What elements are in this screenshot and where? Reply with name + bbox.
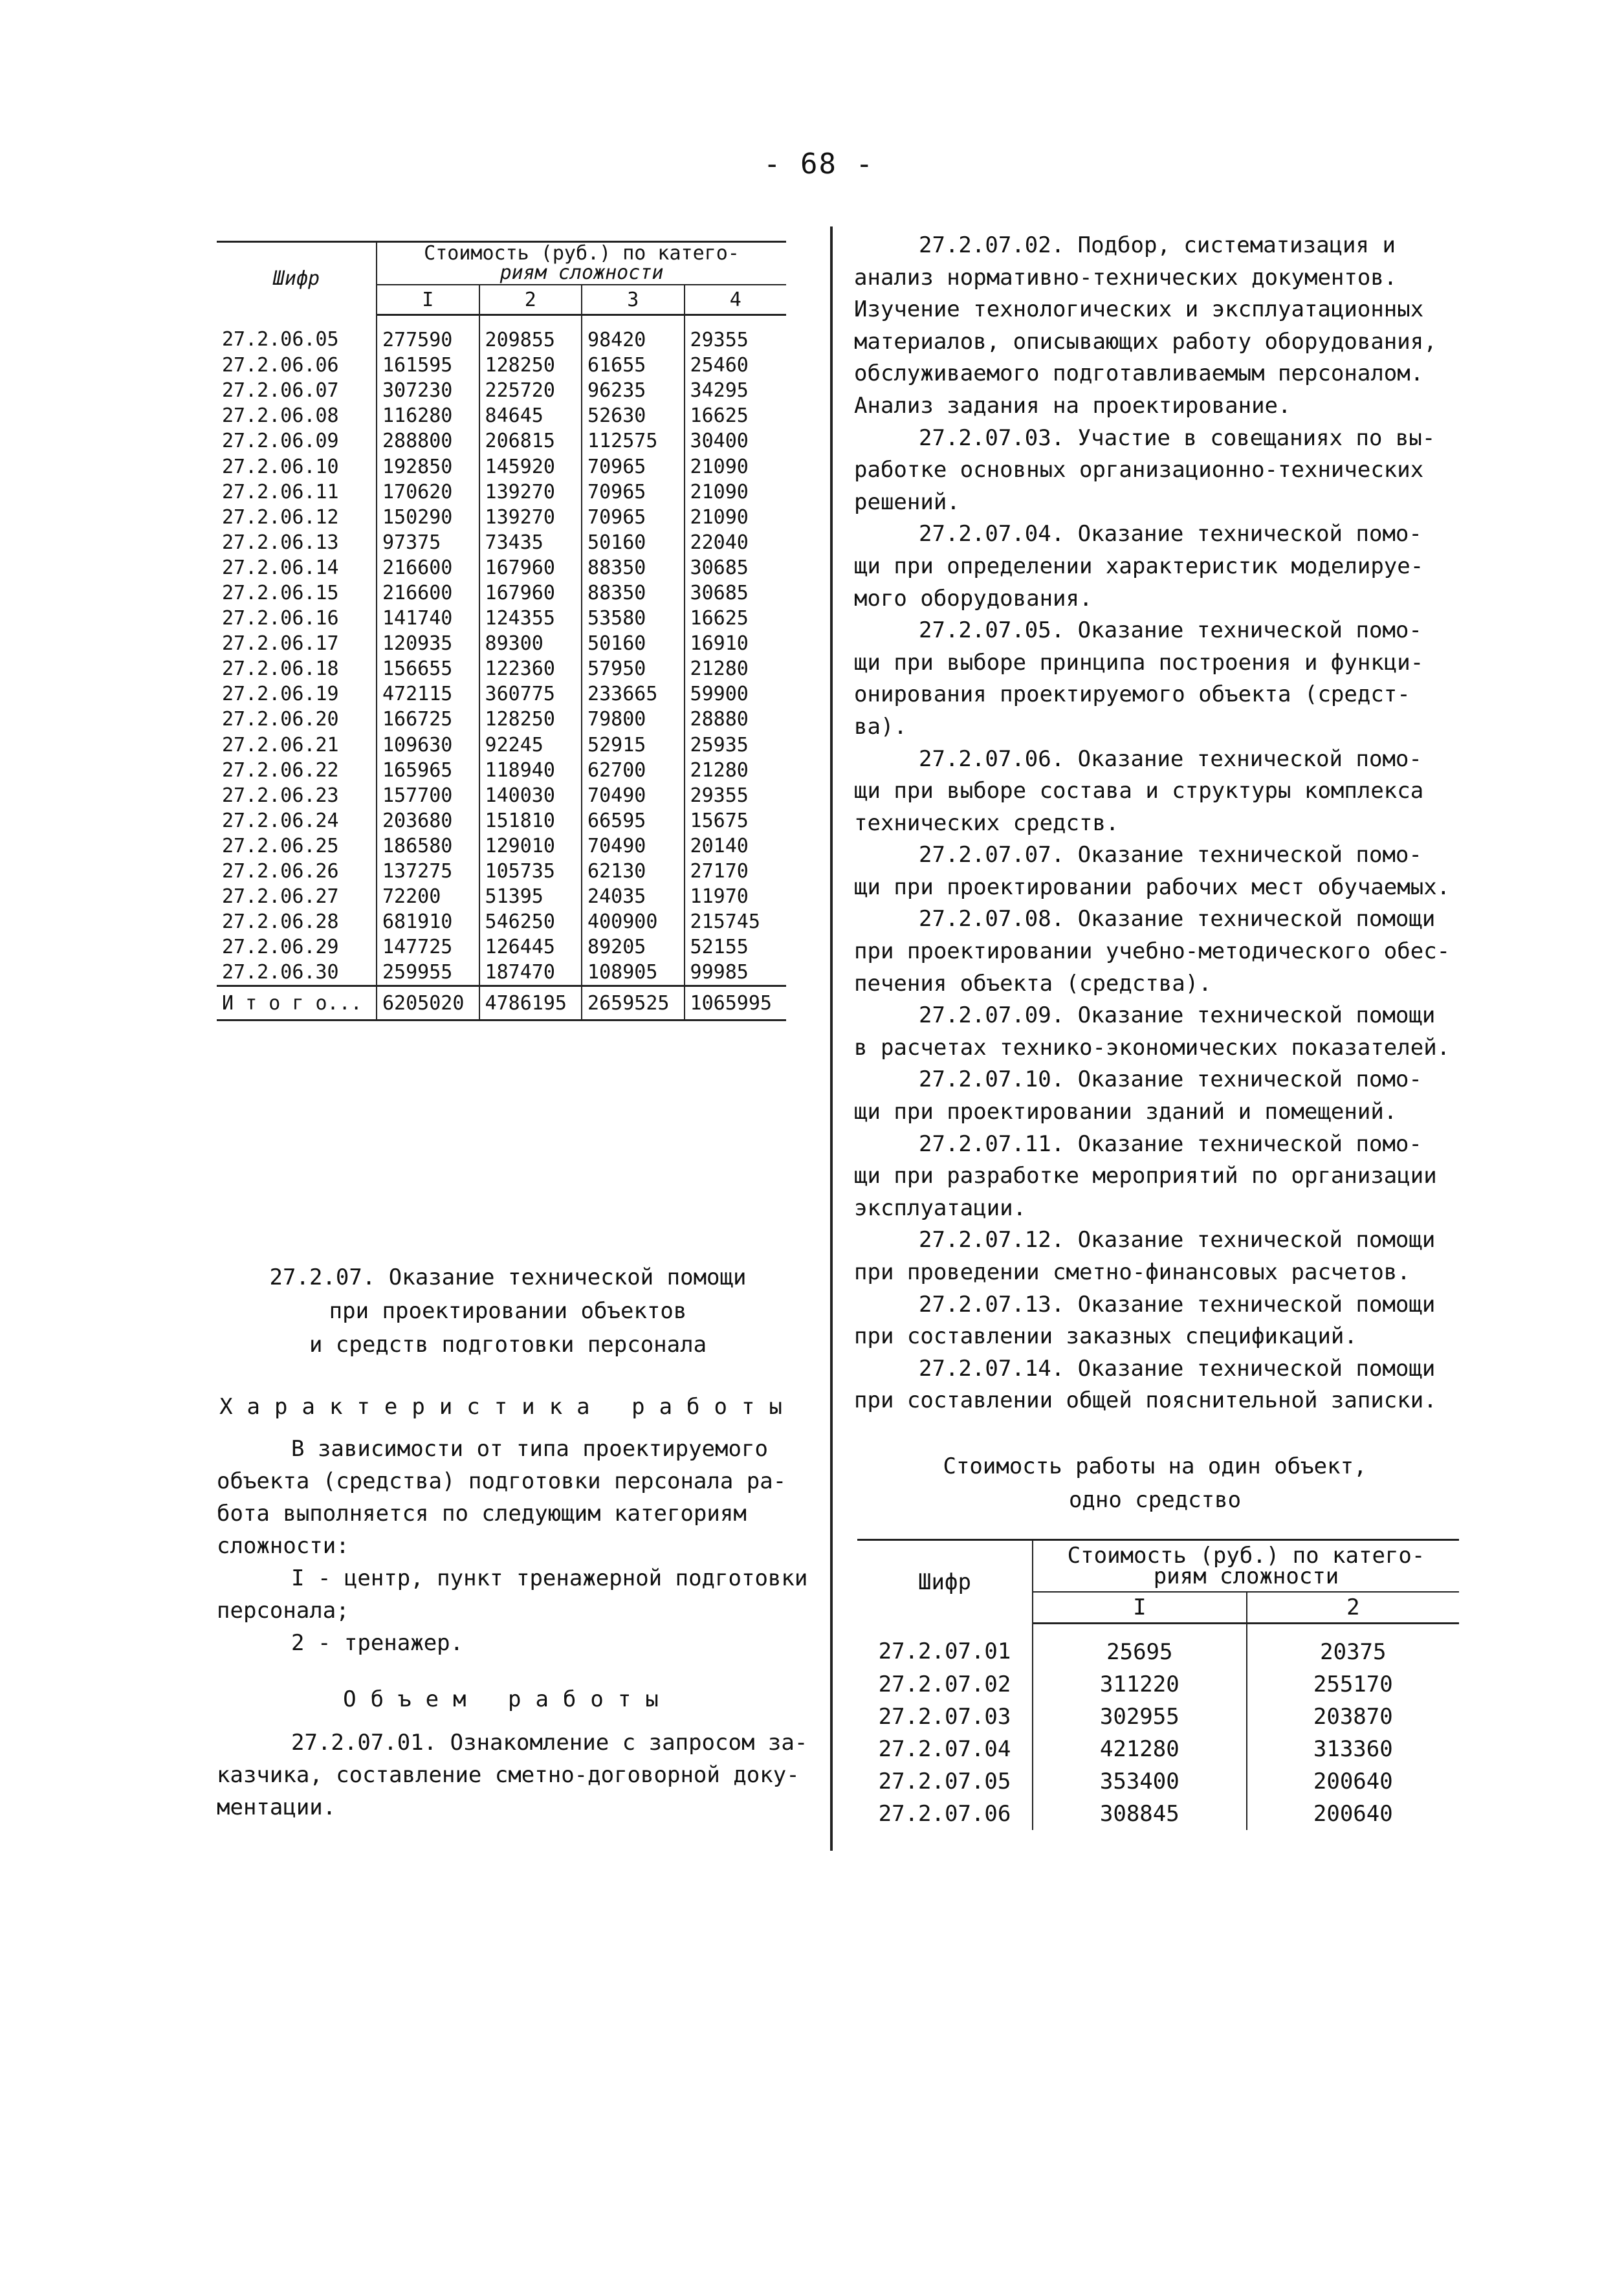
work-item-line: [854, 423, 1456, 455]
row-cost-cat-4: 21280: [685, 758, 786, 783]
category-2-text: 2 - тренажер.: [291, 1630, 464, 1656]
work-item-line: в расчетах технико-экономических показателей.: [854, 1034, 1451, 1061]
table-row: [217, 808, 786, 833]
work-items-list: [854, 230, 1456, 1417]
row-cost-cat-4: 16910: [685, 631, 786, 656]
row-cost-cat-1: 157700: [377, 783, 479, 808]
table1-total-cat-3: 2659525: [582, 986, 685, 1020]
table1-cat-3: 3: [582, 285, 685, 315]
work-item: [854, 518, 1456, 615]
work-item-line: материалов, описывающих работу оборудования,: [854, 328, 1437, 355]
table1-total-row: [217, 986, 786, 1020]
column-divider: [830, 226, 833, 1851]
row-cost-cat-2: 129010: [479, 833, 582, 859]
row-cost-cat-4: 16625: [685, 606, 786, 631]
cost-table-06: [217, 241, 786, 1021]
row-cost-cat-2: 139270: [479, 505, 582, 530]
work-item: [854, 1129, 1456, 1225]
table2-cat-2: 2: [1247, 1592, 1459, 1624]
row-cost-cat-2: 122360: [479, 656, 582, 681]
characteristic-line2: объекта (средства) подготовки персонала ра-: [217, 1468, 787, 1494]
work-item-line: [854, 518, 1456, 551]
characteristic-line4: сложности:: [217, 1533, 349, 1559]
table2-header-cost: [1033, 1540, 1459, 1593]
work-item-line-text: 27.2.07.07. Оказание технической помо-: [919, 842, 1422, 868]
row-cost-cat-3: 79800: [582, 707, 685, 732]
row-cost-cat-4: 11970: [685, 884, 786, 909]
row-cost-cat-4: 30685: [685, 555, 786, 580]
row-code: 27.2.06.27: [222, 885, 339, 909]
row-cost-cat-2: 546250: [479, 909, 582, 934]
work-item: [854, 1064, 1456, 1128]
work-item-line: решений.: [854, 489, 960, 515]
table-row: [217, 403, 786, 428]
row-code: 27.2.06.20: [222, 708, 339, 731]
work-item-line: при проведении сметно-финансовых расчетов.: [854, 1259, 1410, 1285]
table2-caption: [854, 1450, 1456, 1517]
row-code: 27.2.06.17: [222, 632, 339, 656]
row-code: 27.2.06.28: [222, 910, 339, 934]
row-cost-cat-4: 21090: [685, 505, 786, 530]
row-code: 27.2.06.19: [222, 683, 339, 706]
row-cost-cat-2: 200640: [1247, 1798, 1459, 1830]
characteristic-heading: Характеристика работы: [219, 1394, 796, 1420]
row-cost-cat-1: 186580: [377, 833, 479, 859]
work-item-line: щи при разработке мероприятий по организации: [854, 1163, 1437, 1189]
row-code: 27.2.06.22: [222, 758, 339, 782]
work-item-line: при проектировании учебно-методического обес-: [854, 938, 1451, 965]
row-cost-cat-1: 156655: [377, 656, 479, 681]
row-cost-cat-1: 277590: [377, 315, 479, 353]
section-title-line1: 27.2.07. Оказание технической помощи: [269, 1264, 747, 1290]
row-cost-cat-3: 52630: [582, 403, 685, 428]
row-cost-cat-1: 25695: [1033, 1624, 1247, 1669]
work-item-line: [854, 1289, 1456, 1321]
cost-table-07: [857, 1539, 1459, 1830]
item-01-line1: [217, 1726, 812, 1759]
work-item-line: печения объекта (средства).: [854, 970, 1212, 997]
page-number: - 68 -: [763, 148, 874, 181]
work-item-line: эксплуатации.: [854, 1195, 1027, 1221]
table1-total-cat-2: 4786195: [479, 986, 582, 1020]
row-cost-cat-3: 70965: [582, 480, 685, 505]
row-cost-cat-2: 209855: [479, 315, 582, 353]
work-item-line: ва).: [854, 713, 907, 740]
row-cost-cat-1: 681910: [377, 909, 479, 934]
work-item-line: [854, 615, 1456, 647]
row-code: 27.2.06.24: [222, 809, 339, 832]
work-item-line: онирования проектируемого объекта (средст-: [854, 681, 1410, 708]
work-item-line: технических средств.: [854, 810, 1119, 836]
characteristic-text: [217, 1433, 812, 1659]
row-cost-cat-2: 145920: [479, 454, 582, 479]
row-cost-cat-2: 167960: [479, 555, 582, 580]
row-cost-cat-1: 216600: [377, 555, 479, 580]
table1-header-cost-line2: риям сложности: [499, 261, 664, 284]
row-cost-cat-1: 120935: [377, 631, 479, 656]
table-row: [217, 378, 786, 403]
category-2-line: [217, 1627, 812, 1659]
row-cost-cat-4: 25935: [685, 733, 786, 758]
table1-header-cost-line1: Стоимость (руб.) по катего-: [424, 242, 740, 265]
row-cost-cat-3: 233665: [582, 681, 685, 707]
row-cost-cat-4: 30685: [685, 580, 786, 606]
work-item-line: при составлении общей пояснительной записки.: [854, 1387, 1437, 1414]
row-code: 27.2.07.04: [878, 1736, 1011, 1762]
section-title: [217, 1261, 799, 1362]
row-cost-cat-3: 108905: [582, 960, 685, 986]
table-row: [217, 580, 786, 606]
row-cost-cat-3: 50160: [582, 631, 685, 656]
table-row: [217, 707, 786, 732]
category-1-line2: персонала;: [217, 1598, 349, 1624]
row-cost-cat-2: 206815: [479, 428, 582, 454]
row-code: 27.2.06.14: [222, 556, 339, 579]
table-row: [217, 909, 786, 934]
row-cost-cat-3: 88350: [582, 580, 685, 606]
work-item-line: [854, 839, 1456, 872]
row-cost-cat-4: 20140: [685, 833, 786, 859]
table-row: [217, 530, 786, 555]
work-item-line: [854, 1129, 1456, 1161]
row-code: 27.2.07.02: [878, 1671, 1011, 1697]
row-cost-cat-2: 128250: [479, 707, 582, 732]
work-item-line-text: 27.2.07.14. Оказание технической помощи: [919, 1355, 1436, 1382]
table-row: [217, 758, 786, 783]
row-code: 27.2.06.05: [222, 328, 339, 351]
table-row: [217, 606, 786, 631]
table1-header-code: Шифр: [217, 242, 377, 315]
row-cost-cat-2: 118940: [479, 758, 582, 783]
row-code: 27.2.07.05: [878, 1769, 1011, 1794]
table2-caption-line1: Стоимость работы на один объект,: [943, 1453, 1367, 1479]
work-item-line-text: 27.2.07.02. Подбор, систематизация и: [919, 232, 1396, 258]
row-cost-cat-1: 72200: [377, 884, 479, 909]
work-item-line-text: 27.2.07.10. Оказание технической помо-: [919, 1066, 1422, 1093]
work-item-line-text: 27.2.07.03. Участие в совещаниях по вы-: [919, 425, 1436, 451]
work-item-line: Изучение технологических и эксплуатационных: [854, 296, 1424, 323]
work-item-line: щи при выборе принципа построения и функци-: [854, 649, 1424, 676]
row-cost-cat-3: 24035: [582, 884, 685, 909]
section-title-line2: при проектировании объектов: [329, 1298, 687, 1324]
row-cost-cat-3: 89205: [582, 934, 685, 960]
work-item: [854, 423, 1456, 519]
row-cost-cat-1: 203680: [377, 808, 479, 833]
table-row: [857, 1668, 1459, 1701]
row-cost-cat-3: 70490: [582, 833, 685, 859]
table-row: [217, 681, 786, 707]
row-cost-cat-4: 215745: [685, 909, 786, 934]
table1-cat-4: 4: [685, 285, 786, 315]
work-item: [854, 230, 1456, 423]
row-cost-cat-4: 30400: [685, 428, 786, 454]
item-01-line3: ментации.: [217, 1794, 336, 1820]
work-item-line: [854, 903, 1456, 936]
row-cost-cat-2: 167960: [479, 580, 582, 606]
row-code: 27.2.06.06: [222, 354, 339, 377]
row-cost-cat-2: 105735: [479, 859, 582, 884]
row-cost-cat-2: 124355: [479, 606, 582, 631]
table1-header-cost: [377, 242, 786, 285]
row-cost-cat-4: 34295: [685, 378, 786, 403]
work-item-line: [854, 1064, 1456, 1096]
work-item-line: мого оборудования.: [854, 585, 1093, 612]
volume-heading: Объем работы: [343, 1686, 673, 1712]
row-cost-cat-1: 421280: [1033, 1733, 1247, 1765]
table1-total-label: И т о г о...: [217, 986, 377, 1020]
work-item-line-text: 27.2.07.06. Оказание технической помо-: [919, 745, 1422, 772]
row-cost-cat-3: 400900: [582, 909, 685, 934]
row-cost-cat-3: 66595: [582, 808, 685, 833]
row-cost-cat-4: 29355: [685, 315, 786, 353]
row-code: 27.2.06.21: [222, 733, 339, 756]
row-code: 27.2.06.30: [222, 961, 339, 984]
table-row: [217, 454, 786, 479]
table1-cat-1: I: [377, 285, 479, 315]
table1-cat-2: 2: [479, 285, 582, 315]
row-cost-cat-1: 97375: [377, 530, 479, 555]
work-item-line-text: 27.2.07.13. Оказание технической помощи: [919, 1291, 1436, 1318]
work-item-line-text: 27.2.07.05. Оказание технической помо-: [919, 617, 1422, 644]
row-cost-cat-2: 139270: [479, 480, 582, 505]
work-item-line: анализ нормативно-технических документов.: [854, 264, 1398, 291]
row-code: 27.2.06.08: [222, 404, 339, 428]
row-cost-cat-4: 28880: [685, 707, 786, 732]
row-code: 27.2.06.18: [222, 657, 339, 681]
table-row: [217, 631, 786, 656]
row-cost-cat-2: 51395: [479, 884, 582, 909]
category-1-text: I - центр, пункт тренажерной подготовки: [291, 1565, 808, 1591]
row-cost-cat-3: 70965: [582, 505, 685, 530]
row-cost-cat-2: 225720: [479, 378, 582, 403]
row-code: 27.2.06.12: [222, 505, 339, 529]
work-item: [854, 615, 1456, 743]
table-row: [217, 353, 786, 378]
row-code: 27.2.06.15: [222, 581, 339, 604]
row-cost-cat-1: 259955: [377, 960, 479, 986]
work-item-line-text: 27.2.07.08. Оказание технической помощи: [919, 906, 1436, 932]
row-cost-cat-4: 15675: [685, 808, 786, 833]
row-code: 27.2.06.16: [222, 607, 339, 630]
row-cost-cat-2: 73435: [479, 530, 582, 555]
table2-cat-1: I: [1033, 1592, 1247, 1624]
item-01-line1-text: 27.2.07.01. Ознакомление с запросом за-: [291, 1730, 808, 1756]
table-row: [217, 960, 786, 986]
row-code: 27.2.07.01: [878, 1638, 1011, 1665]
row-cost-cat-3: 57950: [582, 656, 685, 681]
work-item-line: [854, 1000, 1456, 1032]
row-cost-cat-1: 311220: [1033, 1668, 1247, 1701]
category-1-line1: [217, 1562, 812, 1594]
table-row: [217, 315, 786, 353]
table2-caption-line2: одно средство: [1068, 1487, 1242, 1513]
row-cost-cat-3: 50160: [582, 530, 685, 555]
work-item-line: [854, 1353, 1456, 1385]
row-cost-cat-1: 302955: [1033, 1701, 1247, 1733]
work-item: [854, 1224, 1456, 1288]
row-cost-cat-2: 20375: [1247, 1624, 1459, 1669]
table2-header-code: Шифр: [857, 1540, 1033, 1624]
work-item-line-text: 27.2.07.09. Оказание технической помощи: [919, 1002, 1436, 1029]
table1-total-cat-1: 6205020: [377, 986, 479, 1020]
row-cost-cat-1: 150290: [377, 505, 479, 530]
work-item-line: Анализ задания на проектирование.: [854, 392, 1291, 419]
characteristic-line1-text: В зависимости от типа проектируемого: [291, 1436, 768, 1462]
row-code: 27.2.06.26: [222, 860, 339, 883]
work-item-line: щи при проектировании рабочих мест обучаемых.: [854, 874, 1451, 900]
section-title-line3: и средств подготовки персонала: [309, 1332, 707, 1358]
row-cost-cat-1: 165965: [377, 758, 479, 783]
table-row: [217, 656, 786, 681]
row-code: 27.2.06.29: [222, 936, 339, 959]
row-cost-cat-3: 88350: [582, 555, 685, 580]
table1-total-cat-4: 1065995: [685, 986, 786, 1020]
table2-header-cost-line1: Стоимость (руб.) по катего-: [1067, 1543, 1425, 1569]
row-cost-cat-4: 27170: [685, 859, 786, 884]
row-cost-cat-2: 203870: [1247, 1701, 1459, 1733]
work-item-line: [854, 230, 1456, 262]
row-cost-cat-3: 112575: [582, 428, 685, 454]
work-item-line: обслуживаемого подготавливаемым персоналом.: [854, 360, 1424, 387]
row-cost-cat-3: 70965: [582, 454, 685, 479]
row-cost-cat-1: 288800: [377, 428, 479, 454]
row-cost-cat-3: 98420: [582, 315, 685, 353]
row-cost-cat-3: 70490: [582, 783, 685, 808]
table-row: [217, 859, 786, 884]
row-cost-cat-4: 99985: [685, 960, 786, 986]
table-row: [857, 1765, 1459, 1798]
row-code: 27.2.06.10: [222, 455, 339, 478]
work-item-line: работке основных организационно-технических: [854, 457, 1424, 483]
characteristic-line1: [217, 1433, 812, 1465]
item-01-line2: казчика, составление сметно-договорной доку-: [217, 1762, 800, 1788]
work-item-line-text: 27.2.07.11. Оказание технической помо-: [919, 1130, 1422, 1157]
row-cost-cat-4: 52155: [685, 934, 786, 960]
row-cost-cat-1: 147725: [377, 934, 479, 960]
row-cost-cat-1: 141740: [377, 606, 479, 631]
table-row: [217, 505, 786, 530]
row-cost-cat-2: 89300: [479, 631, 582, 656]
work-item: [854, 903, 1456, 1000]
row-cost-cat-1: 116280: [377, 403, 479, 428]
row-cost-cat-2: 151810: [479, 808, 582, 833]
table2-header-cost-line2: риям сложности: [1153, 1563, 1339, 1589]
work-item-line-text: 27.2.07.12. Оказание технической помощи: [919, 1227, 1436, 1253]
row-cost-cat-3: 61655: [582, 353, 685, 378]
row-cost-cat-4: 21090: [685, 480, 786, 505]
work-item-line-text: 27.2.07.04. Оказание технической помо-: [919, 521, 1422, 547]
table-row: [217, 555, 786, 580]
row-cost-cat-4: 29355: [685, 783, 786, 808]
row-cost-cat-1: 161595: [377, 353, 479, 378]
row-code: 27.2.06.09: [222, 430, 339, 453]
row-cost-cat-2: 313360: [1247, 1733, 1459, 1765]
row-code: 27.2.07.06: [878, 1801, 1011, 1827]
row-code: 27.2.06.23: [222, 784, 339, 807]
row-cost-cat-2: 84645: [479, 403, 582, 428]
item-01-text: [217, 1726, 812, 1824]
table-row: [217, 428, 786, 454]
table-row: [857, 1733, 1459, 1765]
row-cost-cat-2: 92245: [479, 733, 582, 758]
table-row: [217, 783, 786, 808]
row-cost-cat-4: 21280: [685, 656, 786, 681]
row-code: 27.2.06.11: [222, 480, 339, 503]
row-cost-cat-1: 472115: [377, 681, 479, 707]
row-cost-cat-4: 16625: [685, 403, 786, 428]
table-row: [857, 1701, 1459, 1733]
table-row: [857, 1798, 1459, 1830]
row-cost-cat-2: 255170: [1247, 1668, 1459, 1701]
row-cost-cat-1: 109630: [377, 733, 479, 758]
work-item-line: щи при выборе состава и структуры комплекса: [854, 778, 1424, 804]
row-code: 27.2.06.07: [222, 379, 339, 403]
work-item: [854, 744, 1456, 840]
row-cost-cat-4: 21090: [685, 454, 786, 479]
row-cost-cat-3: 62700: [582, 758, 685, 783]
work-item-line: щи при определении характеристик моделируе-: [854, 553, 1424, 579]
table-row: [217, 884, 786, 909]
work-item: [854, 1000, 1456, 1064]
row-cost-cat-2: 140030: [479, 783, 582, 808]
row-cost-cat-2: 360775: [479, 681, 582, 707]
table-row: [217, 833, 786, 859]
row-cost-cat-1: 308845: [1033, 1798, 1247, 1830]
row-cost-cat-2: 126445: [479, 934, 582, 960]
row-cost-cat-1: 166725: [377, 707, 479, 732]
row-cost-cat-4: 22040: [685, 530, 786, 555]
characteristic-line3: бота выполняется по следующим категориям: [217, 1501, 747, 1527]
row-cost-cat-1: 307230: [377, 378, 479, 403]
work-item-line: при составлении заказных спецификаций.: [854, 1323, 1357, 1350]
row-cost-cat-2: 128250: [479, 353, 582, 378]
row-cost-cat-3: 53580: [582, 606, 685, 631]
table-row: [217, 480, 786, 505]
row-cost-cat-1: 353400: [1033, 1765, 1247, 1798]
row-cost-cat-4: 59900: [685, 681, 786, 707]
row-cost-cat-3: 62130: [582, 859, 685, 884]
row-code: 27.2.06.13: [222, 531, 339, 554]
work-item: [854, 1353, 1456, 1417]
row-cost-cat-1: 216600: [377, 580, 479, 606]
row-code: 27.2.06.25: [222, 834, 339, 857]
work-item: [854, 1289, 1456, 1353]
row-cost-cat-1: 137275: [377, 859, 479, 884]
table-row: [217, 934, 786, 960]
table-row: [857, 1624, 1459, 1669]
table-row: [217, 733, 786, 758]
work-item-line: [854, 744, 1456, 776]
row-cost-cat-2: 187470: [479, 960, 582, 986]
work-item-line: [854, 1224, 1456, 1257]
row-cost-cat-2: 200640: [1247, 1765, 1459, 1798]
row-cost-cat-3: 52915: [582, 733, 685, 758]
row-cost-cat-1: 192850: [377, 454, 479, 479]
row-cost-cat-1: 170620: [377, 480, 479, 505]
work-item: [854, 839, 1456, 903]
work-item-line: щи при проектировании зданий и помещений.: [854, 1099, 1398, 1125]
row-cost-cat-4: 25460: [685, 353, 786, 378]
row-cost-cat-3: 96235: [582, 378, 685, 403]
row-code: 27.2.07.03: [878, 1704, 1011, 1730]
